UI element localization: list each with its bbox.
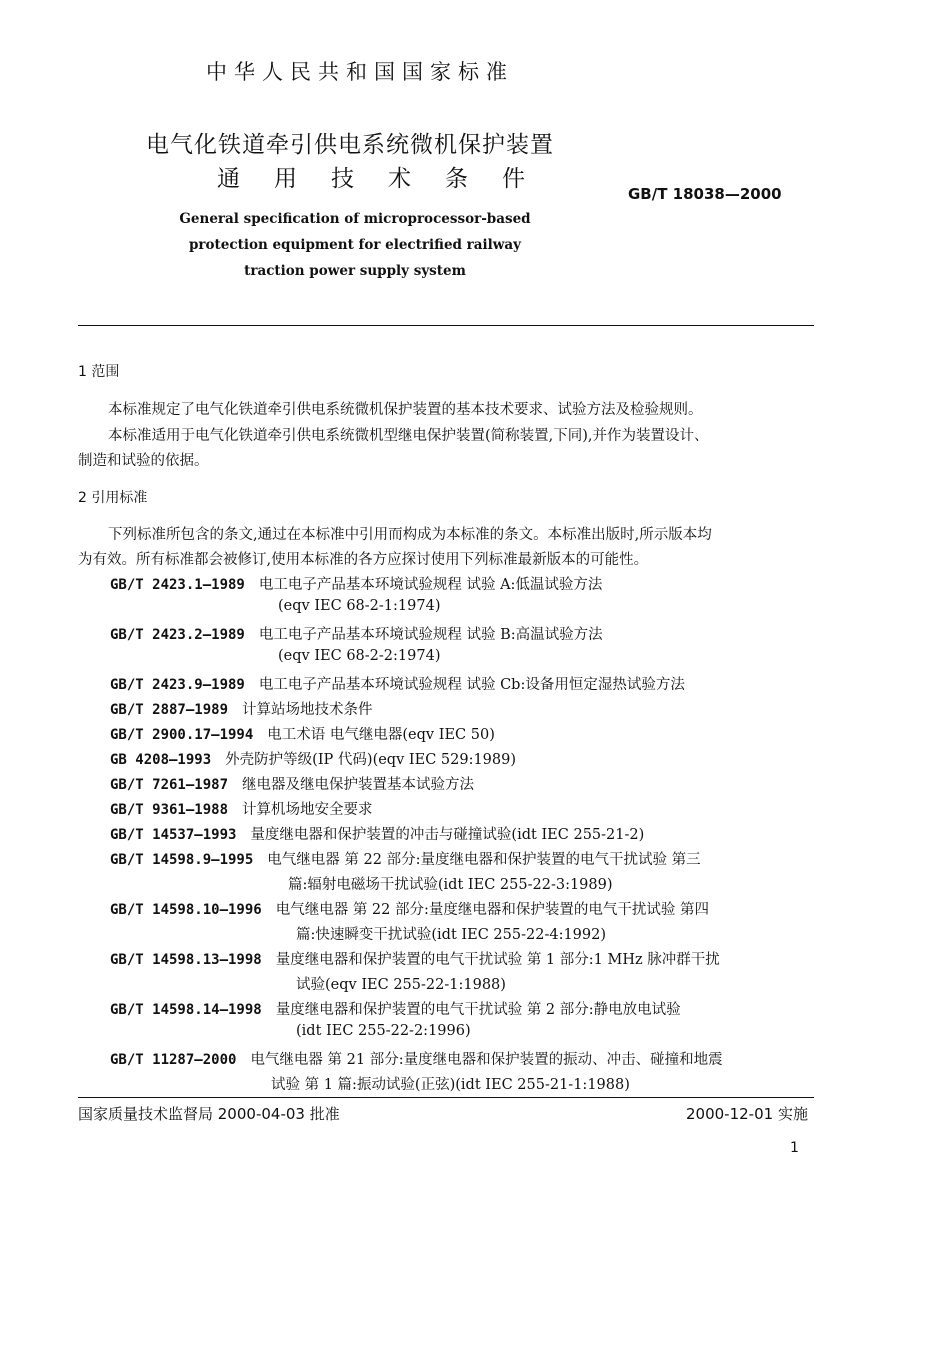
reference-code: GB/T 2423.2—1989	[110, 627, 245, 643]
reference-code: GB 4208—1993	[110, 752, 212, 768]
reference-item	[110, 848, 701, 869]
reference-title: 计算站场地技术条件	[242, 702, 373, 718]
reference-title: 电气继电器 第 22 部分:量度继电器和保护装置的电气干扰试验 第四	[275, 902, 709, 918]
reference-code: GB/T 14598.14—1998	[110, 1002, 262, 1018]
section-1-heading: 1 范围	[78, 364, 120, 380]
reference-item	[110, 673, 685, 694]
reference-item	[110, 698, 373, 719]
reference-item	[110, 798, 373, 819]
reference-code: GB/T 14598.10—1996	[110, 902, 262, 918]
reference-title: 电气继电器 第 21 部分:量度继电器和保护装置的振动、冲击、碰撞和地震	[250, 1052, 723, 1068]
reference-title: 电工电子产品基本环境试验规程 试验 Cb:设备用恒定湿热试验方法	[258, 677, 685, 693]
reference-code: GB/T 14598.9—1995	[110, 852, 254, 868]
reference-item	[110, 898, 709, 919]
reference-continuation: (idt IEC 255-22-2:1996)	[296, 1023, 471, 1039]
section-1-paragraph-3: 制造和试验的依据。	[78, 453, 209, 469]
section-1-paragraph-2: 本标准适用于电气化铁道牵引供电系统微机型继电保护装置(简称装置,下同),并作为装置设计、	[108, 428, 709, 444]
national-standard-label: 中华人民共和国国家标准	[206, 60, 514, 84]
reference-item	[110, 573, 602, 594]
title-line-2: 通用技术条件	[217, 166, 559, 192]
reference-continuation: (eqv IEC 68-2-1:1974)	[278, 598, 441, 614]
reference-continuation: 试验(eqv IEC 255-22-1:1988)	[296, 977, 506, 993]
section-2-intro-2: 为有效。所有标准都会被修订,使用本标准的各方应探讨使用下列标准最新版本的可能性。	[78, 552, 649, 568]
section-2-heading: 2 引用标准	[78, 490, 148, 506]
effective-date: 2000-12-01 实施	[686, 1105, 808, 1123]
reference-title: 电气继电器 第 22 部分:量度继电器和保护装置的电气干扰试验 第三	[267, 852, 701, 868]
page-number: 1	[790, 1140, 799, 1156]
reference-code: GB/T 14598.13—1998	[110, 952, 262, 968]
reference-title: 外壳防护等级(IP 代码)(eqv IEC 529:1989)	[225, 752, 517, 768]
reference-title: 计算机场地安全要求	[242, 802, 373, 818]
reference-title: 继电器及继电保护装置基本试验方法	[242, 777, 475, 793]
reference-title: 电工术语 电气继电器(eqv IEC 50)	[267, 727, 495, 743]
title-line-1: 电气化铁道牵引供电系统微机保护装置	[146, 132, 554, 158]
reference-code: GB/T 14537—1993	[110, 827, 237, 843]
reference-code: GB/T 2887—1989	[110, 702, 229, 718]
standard-code: GB/T 18038—2000	[628, 185, 782, 203]
reference-item	[110, 998, 681, 1019]
reference-title: 量度继电器和保护装置的电气干扰试验 第 2 部分:静电放电试验	[275, 1002, 681, 1018]
reference-item	[110, 773, 474, 794]
reference-item	[110, 1048, 723, 1069]
reference-title: 量度继电器和保护装置的冲击与碰撞试验(idt IEC 255-21-2)	[250, 827, 645, 843]
approval-date: 国家质量技术监督局 2000-04-03 批准	[78, 1105, 340, 1123]
reference-title: 量度继电器和保护装置的电气干扰试验 第 1 部分:1 MHz 脉冲群干扰	[275, 952, 720, 968]
section-1-paragraph-1: 本标准规定了电气化铁道牵引供电系统微机保护装置的基本技术要求、试验方法及检验规则。	[108, 402, 703, 418]
section-2-intro-1: 下列标准所包含的条文,通过在本标准中引用而构成为本标准的条文。本标准出版时,所示版本均	[108, 527, 712, 543]
reference-continuation: 篇:快速瞬变干扰试验(idt IEC 255-22-4:1992)	[296, 927, 607, 943]
reference-code: GB/T 7261—1987	[110, 777, 229, 793]
reference-code: GB/T 2423.1—1989	[110, 577, 245, 593]
reference-item	[110, 823, 644, 844]
reference-code: GB/T 2423.9—1989	[110, 677, 245, 693]
english-title-line-1: General specification of microprocessor-based	[179, 211, 531, 227]
reference-continuation: (eqv IEC 68-2-2:1974)	[278, 648, 441, 664]
reference-item	[110, 723, 495, 744]
reference-item	[110, 748, 516, 769]
footer-divider	[78, 1097, 814, 1098]
english-title-line-3: traction power supply system	[244, 263, 466, 279]
reference-item	[110, 623, 603, 644]
reference-title: 电工电子产品基本环境试验规程 试验 A:低温试验方法	[258, 577, 603, 593]
english-title-line-2: protection equipment for electrified railway	[188, 237, 522, 253]
reference-code: GB/T 9361—1988	[110, 802, 229, 818]
reference-continuation: 试验 第 1 篇:振动试验(正弦)(idt IEC 255-21-1:1988)	[271, 1077, 630, 1093]
reference-item	[110, 948, 720, 969]
reference-code: GB/T 11287—2000	[110, 1052, 237, 1068]
header-divider	[78, 325, 814, 326]
reference-title: 电工电子产品基本环境试验规程 试验 B:高温试验方法	[258, 627, 603, 643]
reference-code: GB/T 2900.17—1994	[110, 727, 254, 743]
reference-continuation: 篇:辐射电磁场干扰试验(idt IEC 255-22-3:1989)	[288, 877, 613, 893]
